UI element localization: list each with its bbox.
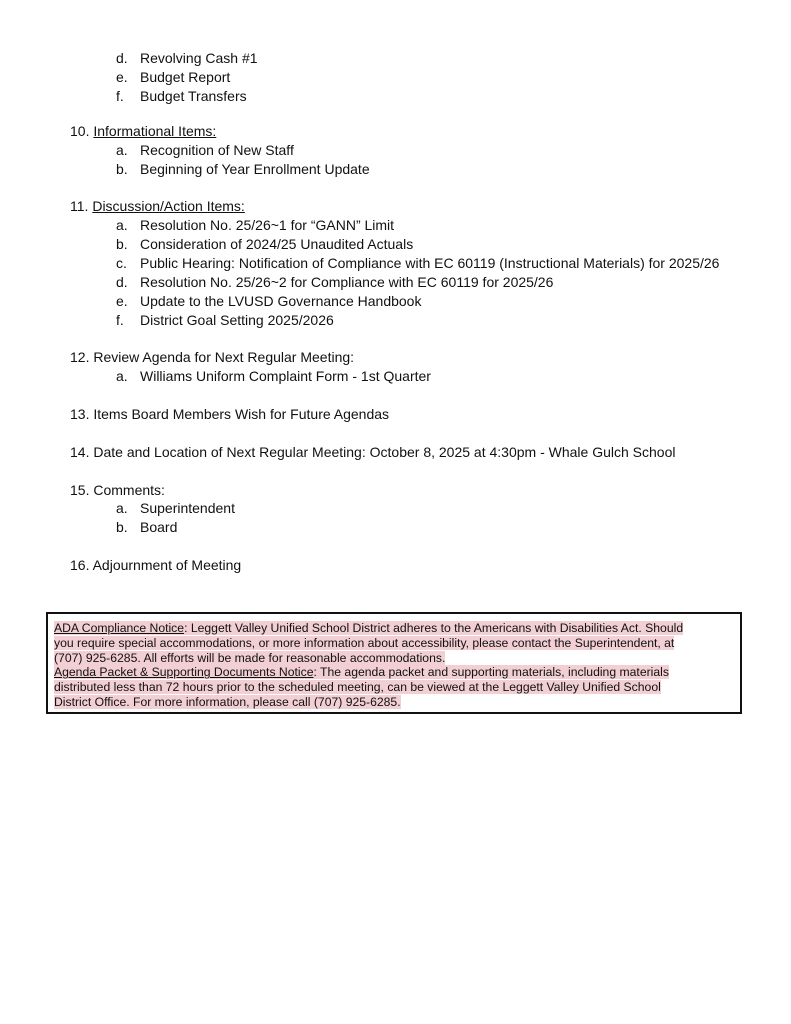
compliance-notice-box — [46, 612, 742, 714]
section-heading-discussion: 11. Discussion/Action Items: — [70, 198, 245, 214]
section-heading-review-agenda: 12. Review Agenda for Next Regular Meeting: — [70, 349, 355, 365]
ada-notice-title: ADA Compliance Notice — [54, 621, 185, 635]
section-heading-adjournment: 16. Adjournment of Meeting — [70, 557, 242, 573]
section-heading-comments: 15. Comments: — [70, 482, 165, 498]
ada-notice-line: ADA Compliance Notice: Leggett Valley Unified School District adheres to the Americans with Disabilities Act. Should — [54, 621, 684, 635]
section-heading-informational: 10. Informational Items: — [70, 123, 217, 139]
packet-notice-line: District Office. For more information, please call (707) 925-6285. — [54, 694, 401, 709]
ada-notice-line: (707) 925-6285. All efforts will be made for reasonable accommodations. — [54, 650, 446, 665]
packet-notice-title: Agenda Packet & Supporting Documents Notice — [54, 665, 314, 680]
section-heading-next-meeting: 14. Date and Location of Next Regular Meeting: October 8, 2025 at 4:30pm - Whale Gulch School — [70, 444, 676, 460]
agenda-page: d. Revolving Cash #1 e. Budget Report f. Budget Transfers 10. Informational Items: a. Recognition of New Staff b. Beginning of Year Enrollment Update 11. Discussion/Action Items: a. Resolution No. 25/26~1 for “GANN” Limit b. Consideration of 2024/25 Unaudited Actuals c. Public Hearing: Notification of Compliance with EC 60119 (Instructional Materials) for 2025/26 d. Resolution No. 25/26~2 for Compliance with EC 60119 for 2025/26 e. Update to the LVUSD Governance Handbook f. District Goal Setting 2025/2026 12. Review Agenda for Next Regular Meeting: a. Williams Uniform Complaint Form - 1st Quarter 13. Items Board Members Wish for Future Agendas 14. Date and Location of Next Regular Meeting: October 8, 2025 at 4:30pm - Whale Gulch School 15. Comments: a. Superintendent b. Board 16. Adjournment of Meeting ADA Compliance Notice: Leggett Valley Unified School District adheres to the Americans with Disabilities Act. Should you require special accommodations, or more information about accessibility, please contact the Superintendent, at (707) 925-6285. All efforts will be made for reasonable accommodations. Agenda Packet & Supporting Documents Notice: The agenda packet and supporting materials, including materials distributed less than 72 hours prior to the scheduled meeting, can be viewed at the Leggett Valley Unified School District Office. For more information, please call (707) 925-6285. — [0, 0, 791, 1024]
packet-notice-line: distributed less than 72 hours prior to the scheduled meeting, can be viewed at the Leggett Valley Unified School — [54, 680, 661, 695]
ada-notice-line: you require special accommodations, or more information about accessibility, please contact the Superintendent, at — [54, 635, 675, 650]
section-heading-future-agendas: 13. Items Board Members Wish for Future Agendas — [70, 406, 390, 422]
packet-notice-line: Agenda Packet & Supporting Documents Notice: The agenda packet and supporting materials, including materials — [54, 665, 669, 680]
